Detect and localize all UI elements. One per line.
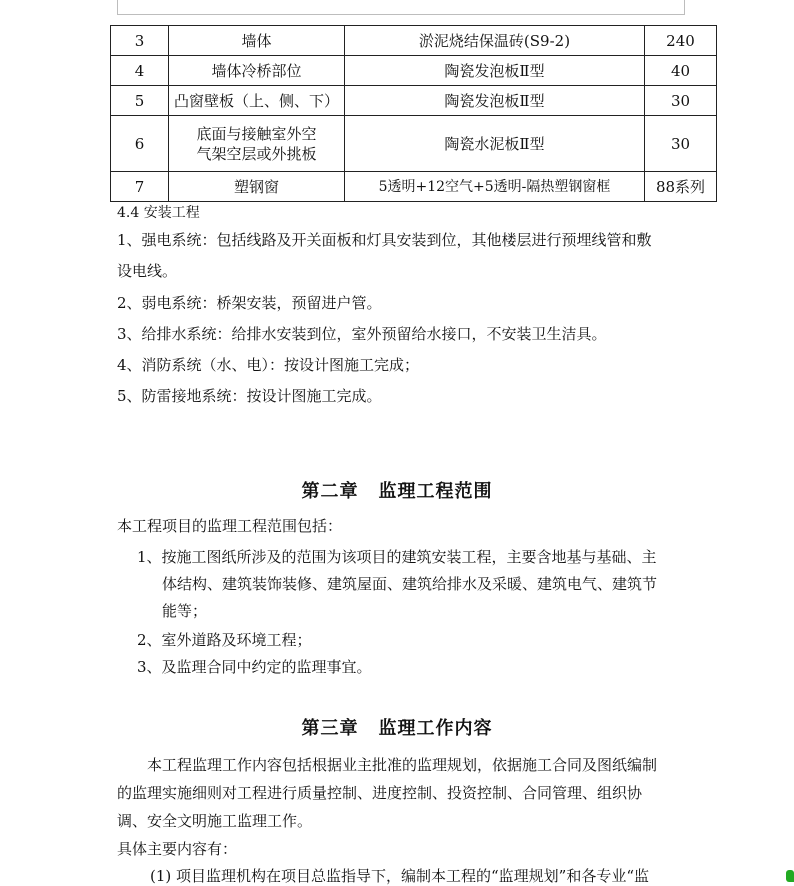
chapter-3-heading [0, 717, 794, 741]
chapter-number: 第三章 [301, 718, 359, 739]
chapter-title: 监理工作内容 [378, 718, 493, 739]
table-row [111, 26, 717, 56]
row-part: 凸窗壁板（上、侧、下） [169, 86, 345, 116]
list-item: 4、消防系统（水、电）：按设计图施工完成； [117, 356, 420, 374]
list-item: 2、弱电系统：桥架安装，预留进户管。 [117, 294, 382, 312]
row-thickness: 30 [645, 86, 717, 116]
row-material: 淤泥烧结保温砖(S9-2) [345, 26, 645, 56]
list-item: 设电线。 [117, 262, 178, 280]
chapter-intro: 本工程项目的监理工程范围包括： [117, 517, 343, 535]
list-item: 1、按施工图纸所涉及的范围为该项目的建筑安装工程，主要含地基与基础、主 [137, 548, 657, 566]
row-number: 6 [111, 116, 169, 172]
row-number: 7 [111, 172, 169, 202]
row-thickness: 40 [645, 56, 717, 86]
row-part-line2: 气架空层或外挑板 [196, 144, 317, 163]
previous-page-edge [117, 0, 685, 15]
list-item: 5、防雷接地系统：按设计图施工完成。 [117, 387, 382, 405]
chapter-title: 监理工程范围 [378, 481, 493, 502]
row-material: 陶瓷发泡板Ⅱ型 [345, 86, 645, 116]
row-material: 陶瓷发泡板Ⅱ型 [345, 56, 645, 86]
table-row [111, 86, 717, 116]
row-number: 5 [111, 86, 169, 116]
section-heading: 4.4 安装工程 [117, 205, 200, 221]
row-part [169, 116, 345, 172]
paragraph-line: 本工程监理工作内容包括根据业主批准的监理规划，依据施工合同及图纸编制 [147, 756, 658, 774]
row-part: 墙体 [169, 26, 345, 56]
row-thickness: 30 [645, 116, 717, 172]
list-item: 1、强电系统：包括线路及开关面板和灯具安装到位，其他楼层进行预埋线管和敷 [117, 231, 652, 249]
row-part-line1: 底面与接触室外空 [196, 124, 317, 143]
row-material: 陶瓷水泥板Ⅱ型 [345, 116, 645, 172]
table-row [111, 172, 717, 202]
table-row [111, 56, 717, 86]
chapter-2-heading [0, 480, 794, 504]
paragraph-line: 调、安全文明施工监理工作。 [117, 812, 313, 830]
paragraph-line: 的监理实施细则对工程进行质量控制、进度控制、投资控制、合同管理、组织协 [117, 784, 643, 802]
list-item: 3、给排水系统：给排水安装到位，室外预留给水接口，不安装卫生洁具。 [117, 325, 607, 343]
list-item-continuation: 体结构、建筑装饰装修、建筑屋面、建筑给排水及采暖、建筑电气、建筑节 [162, 575, 658, 593]
row-thickness: 88系列 [645, 172, 717, 202]
row-number: 3 [111, 26, 169, 56]
list-item: 2、室外道路及环境工程； [137, 631, 312, 649]
list-item: (1) 项目监理机构在项目总监指导下，编制本工程的“监理规划”和各专业“监 [150, 867, 650, 885]
row-material: 5透明+12空气+5透明-隔热塑钢窗框 [345, 172, 645, 202]
row-part: 墙体冷桥部位 [169, 56, 345, 86]
row-thickness: 240 [645, 26, 717, 56]
chapter-number: 第二章 [301, 481, 359, 502]
sub-heading: 具体主要内容有： [117, 840, 238, 858]
cursor-marker-icon [786, 870, 794, 882]
list-item: 3、及监理合同中约定的监理事宜。 [137, 658, 372, 676]
list-item-continuation: 能等； [162, 602, 208, 620]
row-number: 4 [111, 56, 169, 86]
row-part: 塑钢窗 [169, 172, 345, 202]
table-row [111, 116, 717, 172]
insulation-spec-table [110, 25, 717, 202]
